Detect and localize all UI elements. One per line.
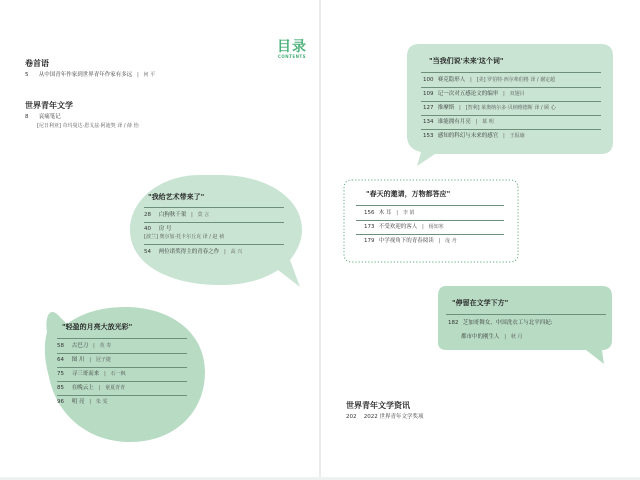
- entry-author: 双翅目: [509, 91, 525, 97]
- bubble-moon-heading: "轻盈的月亮大放光彩": [62, 323, 133, 331]
- toc-entry[interactable]: [57, 343, 111, 350]
- separator: |: [503, 91, 505, 97]
- entry-title: 在晚云上: [71, 385, 94, 391]
- entry-author: 童夏青青: [105, 385, 126, 391]
- entry-page: 173: [364, 224, 375, 230]
- bubble-divider: [144, 244, 284, 245]
- bubble-art: [130, 175, 310, 295]
- separator: |: [459, 105, 461, 111]
- entry-author-line: [144, 234, 224, 241]
- separator: |: [93, 343, 95, 349]
- separator: |: [470, 77, 472, 83]
- toc-entry[interactable]: [25, 72, 155, 79]
- entry-author: 何 平: [143, 72, 156, 78]
- bubble-future: [405, 44, 615, 172]
- entry-page: 109: [423, 91, 434, 97]
- separator: |: [475, 119, 478, 125]
- entry-page: 156: [364, 210, 375, 216]
- entry-page: 75: [57, 371, 64, 377]
- separator: |: [224, 249, 226, 255]
- entry-author-line: [37, 123, 139, 130]
- separator: |: [89, 357, 92, 363]
- toc-entry[interactable]: [57, 385, 125, 392]
- book-spine: [319, 0, 321, 480]
- bubble-divider: [421, 101, 601, 102]
- separator: |: [137, 72, 139, 78]
- entry-author: 李 娟: [402, 210, 415, 216]
- bubble-divider: [356, 205, 504, 206]
- news-heading: 世界青年文学资讯: [346, 401, 410, 410]
- toc-entry[interactable]: [423, 77, 555, 84]
- bubble-divider: [57, 367, 187, 368]
- entry-title: 2022 世界青年文学奖项: [363, 414, 424, 420]
- toc-title: 目录: [277, 39, 307, 55]
- separator: |: [89, 399, 92, 405]
- entry-author: [尼日利亚] 奇玛曼达·恩戈兹·阿迪契 译 / 薛 怡: [37, 123, 139, 129]
- separator: |: [104, 371, 106, 377]
- bubble-divider: [144, 207, 284, 208]
- toc-entry-cont[interactable]: [461, 334, 522, 341]
- entry-title: 推摩斯: [437, 105, 455, 111]
- entry-author: 石一枫: [110, 371, 126, 377]
- entry-page: 182: [448, 320, 459, 326]
- bubble-stay-heading: "停留在文学下方": [452, 299, 509, 307]
- bubble-spring-heading: "春天的邀请，万物都答应": [366, 190, 451, 198]
- separator: |: [503, 133, 505, 139]
- toc-entry[interactable]: [448, 320, 553, 327]
- entry-page: 96: [57, 399, 64, 405]
- bubble-divider: [57, 381, 187, 382]
- separator: |: [422, 224, 424, 230]
- entry-page: 179: [364, 238, 375, 244]
- bubble-spring: [342, 178, 520, 266]
- entry-title: 古巴刀: [71, 343, 89, 349]
- bubble-divider: [57, 353, 187, 354]
- world-lit-heading: 世界青年文学: [25, 101, 73, 110]
- bubble-stay: [436, 284, 616, 366]
- separator: |: [438, 238, 441, 244]
- entry-author: 秋 月: [510, 334, 523, 340]
- bubble-divider: [57, 395, 187, 396]
- toc-entry[interactable]: [144, 249, 242, 256]
- toc-entry[interactable]: [346, 414, 424, 421]
- entry-page: 85: [57, 385, 64, 391]
- entry-author: 莫 言: [197, 212, 210, 218]
- entry-title: 明 亮: [71, 399, 85, 405]
- bubble-divider: [144, 222, 284, 223]
- entry-page: 153: [423, 133, 434, 139]
- entry-author: 冠子捷: [95, 357, 111, 363]
- entry-title: 图 川: [71, 357, 85, 363]
- entry-author: 慕 明: [482, 119, 494, 125]
- entry-page: 134: [423, 119, 434, 125]
- toc-entry[interactable]: [364, 210, 414, 217]
- entry-page: 127: [423, 105, 434, 111]
- entry-page: 8: [25, 114, 29, 120]
- bubble-divider: [421, 87, 601, 88]
- toc-entry[interactable]: [57, 399, 107, 406]
- entry-title: 木 耳: [378, 210, 392, 216]
- bubble-divider: [446, 314, 606, 315]
- entry-title: 中学视角下的青春阅读: [378, 238, 434, 244]
- entry-author: 杨知寒: [428, 224, 444, 230]
- toc-entry[interactable]: [364, 238, 457, 245]
- separator: |: [98, 385, 101, 391]
- entry-title: 不受欢迎的客人: [378, 224, 418, 230]
- entry-author: [美] 罗伯特·西尔弗伯格 译 / 谢定超: [476, 77, 556, 83]
- entry-title: 房 号: [158, 226, 172, 232]
- toc-entry[interactable]: [25, 114, 61, 121]
- entry-title: 记一次对五感论文的编审: [437, 91, 499, 97]
- entry-page: 28: [144, 212, 151, 218]
- bubble-divider: [421, 115, 601, 116]
- entry-title: 两位诺奖得主的青春之作: [158, 249, 220, 255]
- bubble-divider: [421, 72, 601, 73]
- entry-title: 芝加哥舞女、中国洗衣工与北平四妃:: [462, 320, 553, 326]
- entry-author: [波兰] 奥尔加·托卡尔丘克 译 / 赵 祯: [144, 234, 225, 240]
- entry-page: 58: [57, 343, 64, 349]
- bubble-divider: [356, 220, 504, 221]
- toc-entry[interactable]: [364, 224, 444, 231]
- bubble-future-heading: "当我们说'未来'这个词": [429, 57, 504, 65]
- entry-title: 哀痛笔记: [38, 114, 61, 120]
- entry-author: 高 兴: [230, 249, 243, 255]
- entry-author: 英 寿: [99, 343, 112, 349]
- separator: |: [504, 334, 507, 340]
- entry-title: 感知的科幻与未来的感官: [437, 133, 499, 139]
- toc-subtitle: CONTENTS: [277, 54, 307, 59]
- toc-entry[interactable]: [423, 105, 556, 112]
- bubble-divider: [356, 234, 504, 235]
- entry-title: 赛克隐形人: [437, 77, 466, 83]
- toc-entry[interactable]: [423, 91, 525, 98]
- entry-page: 54: [144, 249, 151, 255]
- entry-title: 白狗秋千架: [158, 212, 187, 218]
- entry-author: 朱 雯: [95, 399, 108, 405]
- toc-entry[interactable]: [423, 119, 494, 126]
- entry-title: 谁能拥有月亮: [437, 119, 471, 125]
- separator: |: [396, 210, 399, 216]
- entry-author: 王侃瑜: [509, 133, 525, 139]
- bubble-divider: [421, 129, 601, 130]
- bubble-moon: [45, 302, 210, 447]
- foreword-heading: 卷首语: [25, 59, 49, 68]
- entry-title: 寻三哥而来: [71, 371, 100, 377]
- toc-entry[interactable]: [57, 357, 111, 364]
- toc-title-block: [262, 40, 322, 59]
- entry-title: 都市中的刚生人: [461, 334, 500, 340]
- entry-page: 202: [346, 414, 357, 420]
- bubble-divider: [57, 338, 187, 339]
- toc-entry[interactable]: [144, 226, 172, 233]
- entry-page: 5: [25, 72, 29, 78]
- toc-entry[interactable]: [423, 133, 525, 140]
- toc-entry[interactable]: [144, 212, 209, 219]
- entry-page: 100: [423, 77, 434, 83]
- entry-page: 64: [57, 357, 64, 363]
- entry-author: 庞 舟: [445, 238, 457, 244]
- separator: |: [191, 212, 193, 218]
- bubble-art-heading: "我给艺术带来了": [148, 193, 205, 201]
- entry-title: 从中国青年作家到世界青年作家有多远: [38, 72, 133, 78]
- entry-page: 40: [144, 226, 151, 232]
- toc-entry[interactable]: [57, 371, 126, 378]
- entry-author: [智利] 莱奥纳尔多·贝纳维德斯 译 / 顾 心: [465, 105, 556, 111]
